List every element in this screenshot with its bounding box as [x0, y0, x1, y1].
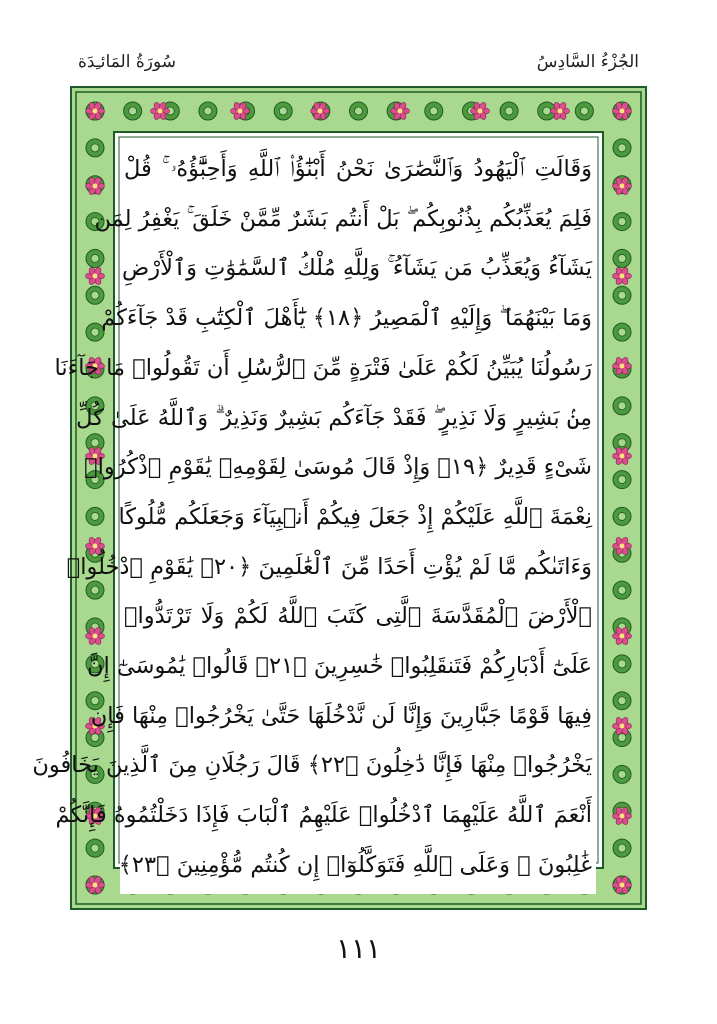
text-line: غَٰلِبُونَ ۚ وَعَلَى ٱللَّهِ فَتَوَكَّلُوٓا۟ إِن كُنتُم مُّؤْمِنِينَ ﴿٢٣﴾: [118, 851, 592, 878]
flower-center-icon: [93, 184, 98, 189]
text-line: شَىْءٍ قَدِيرٌ ﴿١٩﴾ وَإِذْ قَالَ مُوسَىٰ لِقَوْمِهِۦ يَٰقَوْمِ ٱذْكُرُوا۟: [84, 454, 592, 481]
vine-bud-icon: [618, 144, 626, 152]
text-line: رَسُولُنَا يُبَيِّنُ لَكُمْ عَلَىٰ فَتْرَةٍ مِّنَ ٱلرُّسُلِ أَن تَقُولُوا۟ مَا جَآءَنَا: [54, 354, 592, 381]
flower-center-icon: [620, 634, 625, 639]
flower-center-icon: [93, 109, 98, 114]
vine-bud-icon: [91, 512, 99, 520]
text-line: يَشَآءُ وَيُعَذِّبُ مَن يَشَآءُ ۚ وَلِلَّهِ مُلْكُ ٱلسَّمَٰوَٰتِ وَٱلْأَرْضِ: [122, 255, 592, 282]
vine-bud-icon: [618, 254, 626, 262]
page-number: ١١١: [335, 932, 382, 965]
text-line: عَلَىٰٓ أَدْبَارِكُمْ فَتَنقَلِبُوا۟ خَٰسِرِينَ ﴿٢١﴾ قَالُوا۟ يَٰمُوسَىٰٓ إِنَّ: [86, 653, 592, 680]
vine-bud-icon: [91, 328, 99, 336]
vine-bud-icon: [543, 107, 551, 115]
vine-bud-icon: [618, 328, 626, 336]
vine-bud-icon: [618, 402, 626, 410]
flower-center-icon: [158, 109, 163, 114]
flower-center-icon: [620, 883, 625, 888]
flower-center-icon: [620, 814, 625, 819]
vine-bud-icon: [618, 476, 626, 484]
vine-bud-icon: [279, 107, 287, 115]
flower-center-icon: [93, 883, 98, 888]
flower-center-icon: [478, 109, 483, 114]
vine-bud-icon: [618, 291, 626, 299]
flower-center-icon: [620, 724, 625, 729]
vine-bud-icon: [129, 107, 137, 115]
flower-center-icon: [620, 109, 625, 114]
vine-bud-icon: [618, 844, 626, 852]
text-line: وَمَا بَيْنَهُمَا ۖ وَإِلَيْهِ ٱلْمَصِيرُ ﴿١٨﴾ يَٰٓأَهْلَ ٱلْكِتَٰبِ قَدْ جَآءَكُمْ: [101, 305, 592, 332]
vine-bud-icon: [618, 512, 626, 520]
flower-center-icon: [398, 109, 403, 114]
text-line: مِنۢ بَشِيرٍ وَلَا نَذِيرٍ ۖ فَقَدْ جَآءَكُم بَشِيرٌ وَنَذِيرٌ ۗ وَٱللَّهُ عَلَىٰ كُلِّ: [76, 404, 592, 431]
flower-center-icon: [620, 184, 625, 189]
text-line: فَلِمَ يُعَذِّبُكُم بِذُنُوبِكُم ۖ بَلْ أَنتُم بَشَرٌ مِّمَّنْ خَلَقَ ۚ يَغْفِرُ لِمَن: [94, 205, 592, 232]
flower-center-icon: [620, 544, 625, 549]
vine-bud-icon: [430, 107, 438, 115]
text-panel: [32, 138, 596, 894]
vine-bud-icon: [91, 291, 99, 299]
vine-bud-icon: [618, 218, 626, 226]
vine-bud-icon: [204, 107, 212, 115]
flower-center-icon: [318, 109, 323, 114]
flower-center-icon: [238, 109, 243, 114]
text-line: فِيهَا قَوْمًا جَبَّارِينَ وَإِنَّا لَن نَّدْخُلَهَا حَتَّىٰ يَخْرُجُوا۟ مِنْهَا فَإِن: [90, 702, 592, 729]
flower-center-icon: [93, 634, 98, 639]
vine-bud-icon: [91, 254, 99, 262]
text-line: ٱلْأَرْضَ ٱلْمُقَدَّسَةَ ٱلَّتِى كَتَبَ ٱللَّهُ لَكُمْ وَلَا تَرْتَدُّوا۟: [124, 603, 592, 630]
text-line: وَءَاتَىٰكُم مَّا لَمْ يُؤْتِ أَحَدًا مِّنَ ٱلْعَٰلَمِينَ ﴿٢٠﴾ يَٰقَوْمِ ٱدْخُلُوا۟: [66, 553, 592, 580]
text-line: يَخْرُجُوا۟ مِنْهَا فَإِنَّا دَٰخِلُونَ ﴿٢٢﴾ قَالَ رَجُلَانِ مِنَ ٱلَّذِينَ يَخَافُونَ: [32, 752, 592, 779]
vine-bud-icon: [618, 439, 626, 447]
vine-bud-icon: [355, 107, 363, 115]
text-line: وَقَالَتِ ٱلْيَهُودُ وَٱلنَّصَٰرَىٰ نَحْنُ أَبْنَٰٓؤُا۟ ٱللَّهِ وَأَحِبَّٰٓؤُهُۥ ۚ قُلْ: [124, 156, 592, 182]
juz-name: الجُزْءُ السَّادِسُ: [536, 52, 639, 72]
vine-bud-icon: [505, 107, 513, 115]
text-line: أَنْعَمَ ٱللَّهُ عَلَيْهِمَا ٱدْخُلُوا۟ عَلَيْهِمُ ٱلْبَابَ فَإِذَا دَخَلْتُمُوهُ فَإِنَّكُمْ: [55, 802, 592, 829]
text-line: نِعْمَةَ ٱللَّهِ عَلَيْكُمْ إِذْ جَعَلَ فِيكُمْ أَنۢبِيَآءَ وَجَعَلَكُم مُّلُوكًا: [118, 503, 592, 530]
flower-center-icon: [620, 364, 625, 369]
flower-center-icon: [558, 109, 563, 114]
flower-center-icon: [620, 454, 625, 459]
vine-bud-icon: [618, 586, 626, 594]
vine-bud-icon: [580, 107, 588, 115]
flower-center-icon: [620, 274, 625, 279]
surah-name: سُورَةُ المَائـِدَة: [78, 52, 176, 72]
vine-bud-icon: [618, 770, 626, 778]
vine-bud-icon: [91, 844, 99, 852]
vine-bud-icon: [91, 144, 99, 152]
vine-bud-icon: [618, 660, 626, 668]
flower-center-icon: [93, 274, 98, 279]
vine-bud-icon: [618, 697, 626, 705]
